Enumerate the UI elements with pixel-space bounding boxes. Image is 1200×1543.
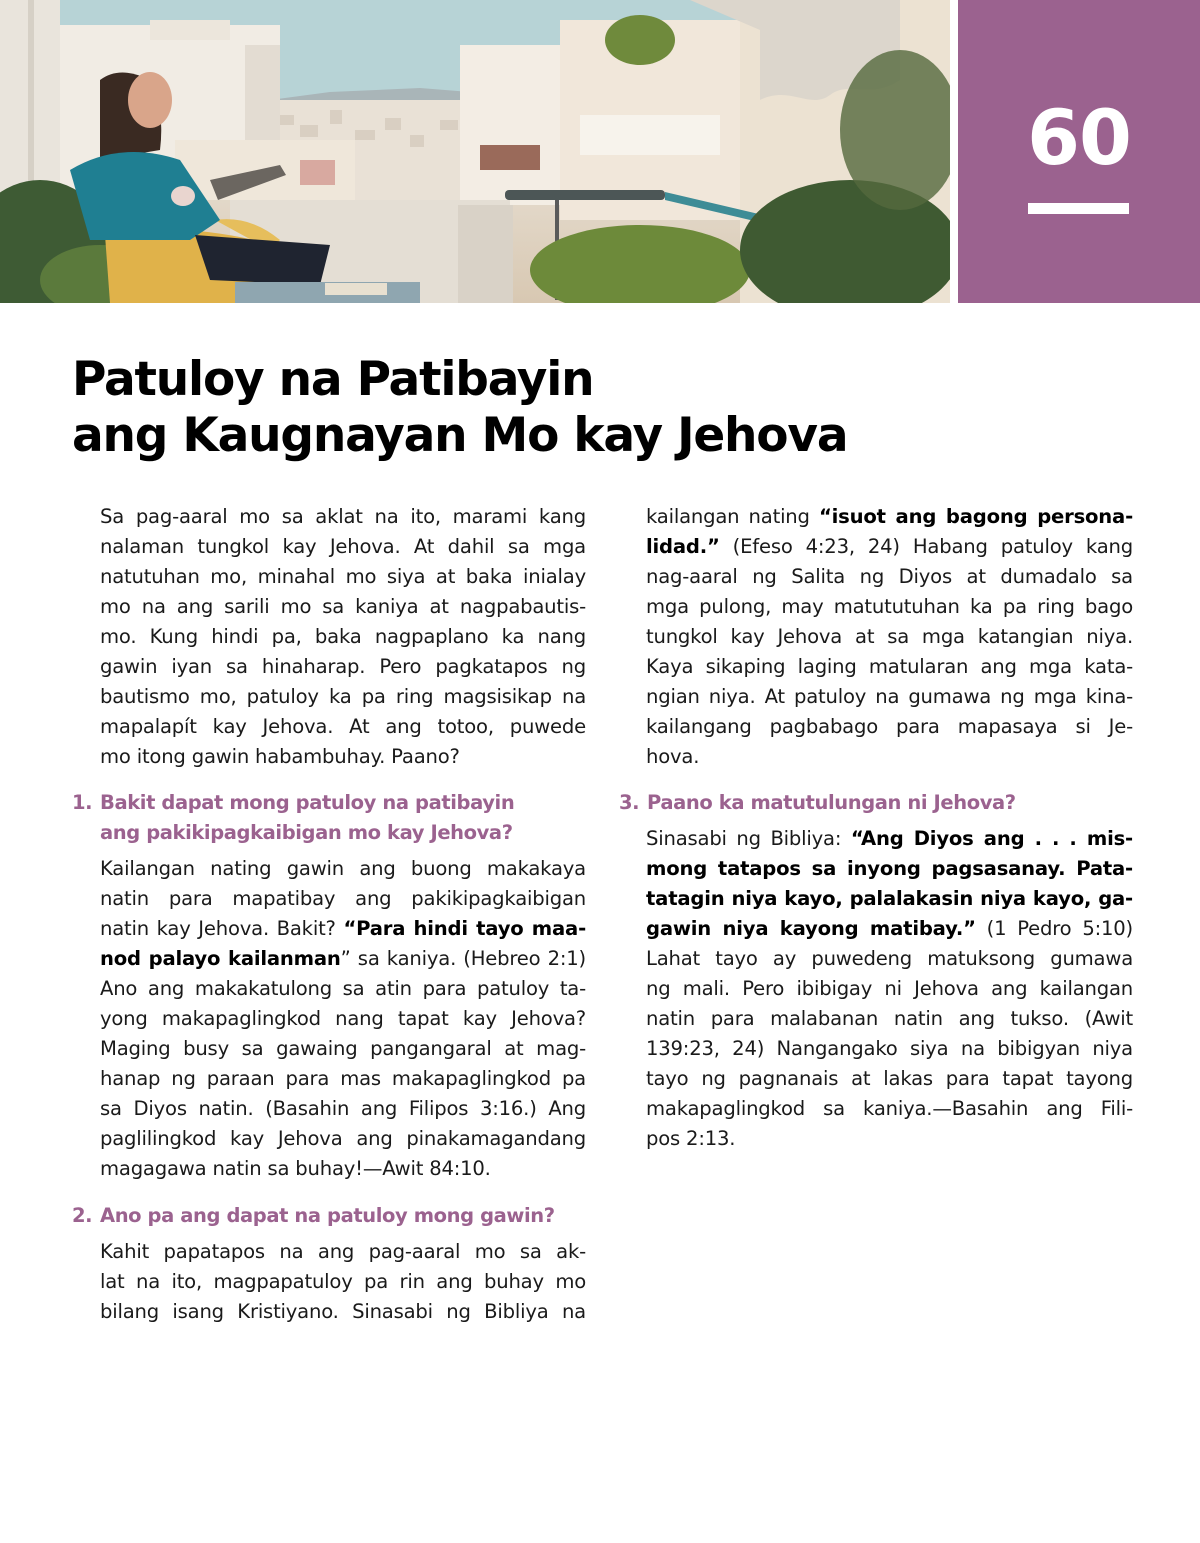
body-text-run: ng mali. Pero ibibigay ni Jehova ang kailangan	[646, 977, 1133, 1000]
intro-line: mapalapít kay Jehova. At ang totoo, puwede	[100, 715, 586, 738]
body-line	[100, 944, 586, 974]
body-line	[100, 974, 586, 1004]
body-line	[646, 1094, 1133, 1124]
body-line	[100, 1034, 586, 1064]
question-3-heading	[619, 788, 1016, 818]
question-text-line-1: Paano ka matutulungan ni Jehova?	[647, 791, 1016, 814]
body-line	[646, 1124, 1133, 1154]
bold-quote: “Para hindi tayo maa-	[343, 917, 586, 940]
body-line	[646, 622, 1133, 652]
bold-quote: “isuot ang bagong persona-	[818, 505, 1134, 528]
body-line	[646, 562, 1133, 592]
body-line	[100, 1154, 586, 1184]
body-line	[100, 1094, 586, 1124]
question-2-heading	[72, 1201, 555, 1231]
question-number: 2.	[72, 1204, 93, 1227]
question-text-line-2: ang pakikipagkaibigan mo kay Jehova?	[100, 821, 513, 844]
intro-line: mo na ang sarili mo sa kaniya at nagpabautis-	[100, 595, 586, 618]
intro-line: gawin iyan sa hinaharap. Pero pagkatapos ng	[100, 655, 586, 678]
balcony-scene-illustration	[0, 0, 950, 303]
body-text-run: magagawa natin sa buhay!—Awit 84:10.	[100, 1157, 491, 1180]
body-text-run: 139:23, 24) Nangangako siya na bibigyan niya	[646, 1037, 1133, 1060]
title-line-2: ang Kaugnayan Mo kay Jehova	[72, 408, 848, 463]
body-line	[646, 682, 1133, 712]
body-line	[100, 1124, 586, 1154]
body-text-run: yong makapaglingkod nang tapat kay Jehova?	[100, 1007, 586, 1030]
body-text-run: tayo ng pagnanais at lakas para tapat tayong	[646, 1067, 1133, 1090]
body-line	[646, 502, 1133, 532]
intro-line: bautismo mo, patuloy ka pa ring magsisikap na	[100, 685, 586, 708]
body-text-run: sa Diyos natin. (Basahin ang Filipos 3:16.) Ang	[100, 1097, 586, 1120]
section-2-body-left	[100, 1237, 586, 1327]
bold-quote: gawin niya kayong matibay.”	[646, 917, 976, 940]
section-2-body-right	[646, 502, 1133, 772]
bold-quote: “Ang Diyos ang . . . mis-	[850, 827, 1133, 850]
intro-line: natutuhan mo, minahal mo siya at baka inialay	[100, 565, 586, 588]
chapter-badge	[958, 0, 1200, 303]
body-line	[646, 1064, 1133, 1094]
bold-quote: nod palayo kailanman	[100, 947, 341, 970]
question-text-line-1: Ano pa ang dapat na patuloy mong gawin?	[100, 1204, 555, 1227]
body-text-run: tungkol kay Jehova at sa mga katangian niya.	[646, 625, 1133, 648]
body-line	[646, 1004, 1133, 1034]
body-line	[100, 1004, 586, 1034]
body-text-run: kailangan nating	[646, 505, 819, 528]
question-text-line-1: Bakit dapat mong patuloy na patibayin	[100, 791, 515, 814]
page-title	[72, 352, 972, 464]
body-line	[646, 592, 1133, 622]
body-line	[100, 884, 586, 914]
body-text-run: Kahit papatapos na ang pag-aaral mo sa ak-	[100, 1240, 586, 1263]
question-number: 1.	[72, 791, 93, 814]
body-text-run: natin kay Jehova. Bakit?	[100, 917, 344, 940]
body-text-run: hova.	[646, 745, 700, 768]
body-line	[100, 914, 586, 944]
body-text-run: lat na ito, magpapatuloy pa rin ang buhay mo	[100, 1270, 586, 1293]
section-3-body	[646, 824, 1133, 1154]
body-text-run: ngian niya. At patuloy na gumawa ng mga kina-	[646, 685, 1133, 708]
body-text-run: natin para mapatibay ang pakikipagkaibigan	[100, 887, 586, 910]
body-text-run: mga pulong, may matututuhan ka pa ring bago	[646, 595, 1133, 618]
intro-line: mo. Kung hindi pa, baka nagpaplano ka nang	[100, 625, 586, 648]
intro-paragraph	[100, 502, 586, 772]
body-line	[646, 974, 1133, 1004]
body-line	[646, 854, 1133, 884]
title-line-1: Patuloy na Patibayin	[72, 352, 594, 407]
body-text-run: hanap ng paraan para mas makapaglingkod pa	[100, 1067, 586, 1090]
bold-quote: tatagin niya kayo, palalakasin niya kayo, ga-	[646, 887, 1133, 910]
body-text-run: bilang isang Kristiyano. Sinasabi ng Bibliya na	[100, 1300, 586, 1323]
question-number: 3.	[619, 791, 640, 814]
body-line	[646, 712, 1133, 742]
body-line	[100, 1237, 586, 1267]
body-text-run: Ano ang makakatulong sa atin para patuloy ta-	[100, 977, 586, 1000]
body-text-run: Sinasabi ng Bibliya:	[646, 827, 851, 850]
intro-line: nalaman tungkol kay Jehova. At dahil sa mga	[100, 535, 586, 558]
body-text-run: (1 Pedro 5:10)	[975, 917, 1133, 940]
body-text-run: paglilingkod kay Jehova ang pinakamagandang	[100, 1127, 586, 1150]
chapter-number: 60	[1027, 93, 1131, 182]
body-text-run: pos 2:13.	[646, 1127, 736, 1150]
body-line	[646, 652, 1133, 682]
body-line	[100, 1267, 586, 1297]
body-line	[646, 742, 1133, 772]
body-text-run: kailangang pagbabago para mapasaya si Je-	[646, 715, 1133, 738]
body-line	[646, 884, 1133, 914]
body-line	[646, 944, 1133, 974]
body-text-run: Maging busy sa gawaing pangangaral at mag-	[100, 1037, 586, 1060]
body-text-run: (Efeso 4:23, 24) Habang patuloy kang	[719, 535, 1133, 558]
body-line	[100, 1064, 586, 1094]
body-text-run: natin para malabanan natin ang tukso. (Awit	[646, 1007, 1133, 1030]
intro-line: mo itong gawin habambuhay. Paano?	[100, 745, 460, 768]
section-1-body	[100, 854, 586, 1184]
bold-quote: mong tatapos sa inyong pagsasanay. Pata-	[646, 857, 1133, 880]
body-text-run: Kaya sikaping laging matularan ang mga kata-	[646, 655, 1133, 678]
chapter-underline	[1028, 203, 1129, 214]
header-photo	[0, 0, 950, 303]
bold-quote: lidad.”	[646, 535, 720, 558]
question-1-heading	[72, 788, 514, 848]
body-text-run: makapaglingkod sa kaniya.—Basahin ang Fili-	[646, 1097, 1133, 1120]
body-text-run: Kailangan nating gawin ang buong makakaya	[100, 857, 586, 880]
body-line	[646, 914, 1133, 944]
body-text-run: ” sa kaniya. (Hebreo 2:1)	[340, 947, 587, 970]
body-line	[646, 1034, 1133, 1064]
body-text-run: Lahat tayo ay puwedeng matuksong gumawa	[646, 947, 1133, 970]
body-line	[100, 854, 586, 884]
body-line	[646, 824, 1133, 854]
intro-line: Sa pag-aaral mo sa aklat na ito, marami kang	[100, 505, 586, 528]
body-line	[100, 1297, 586, 1327]
body-text-run: nag-aaral ng Salita ng Diyos at dumadalo sa	[646, 565, 1133, 588]
body-line	[646, 532, 1133, 562]
